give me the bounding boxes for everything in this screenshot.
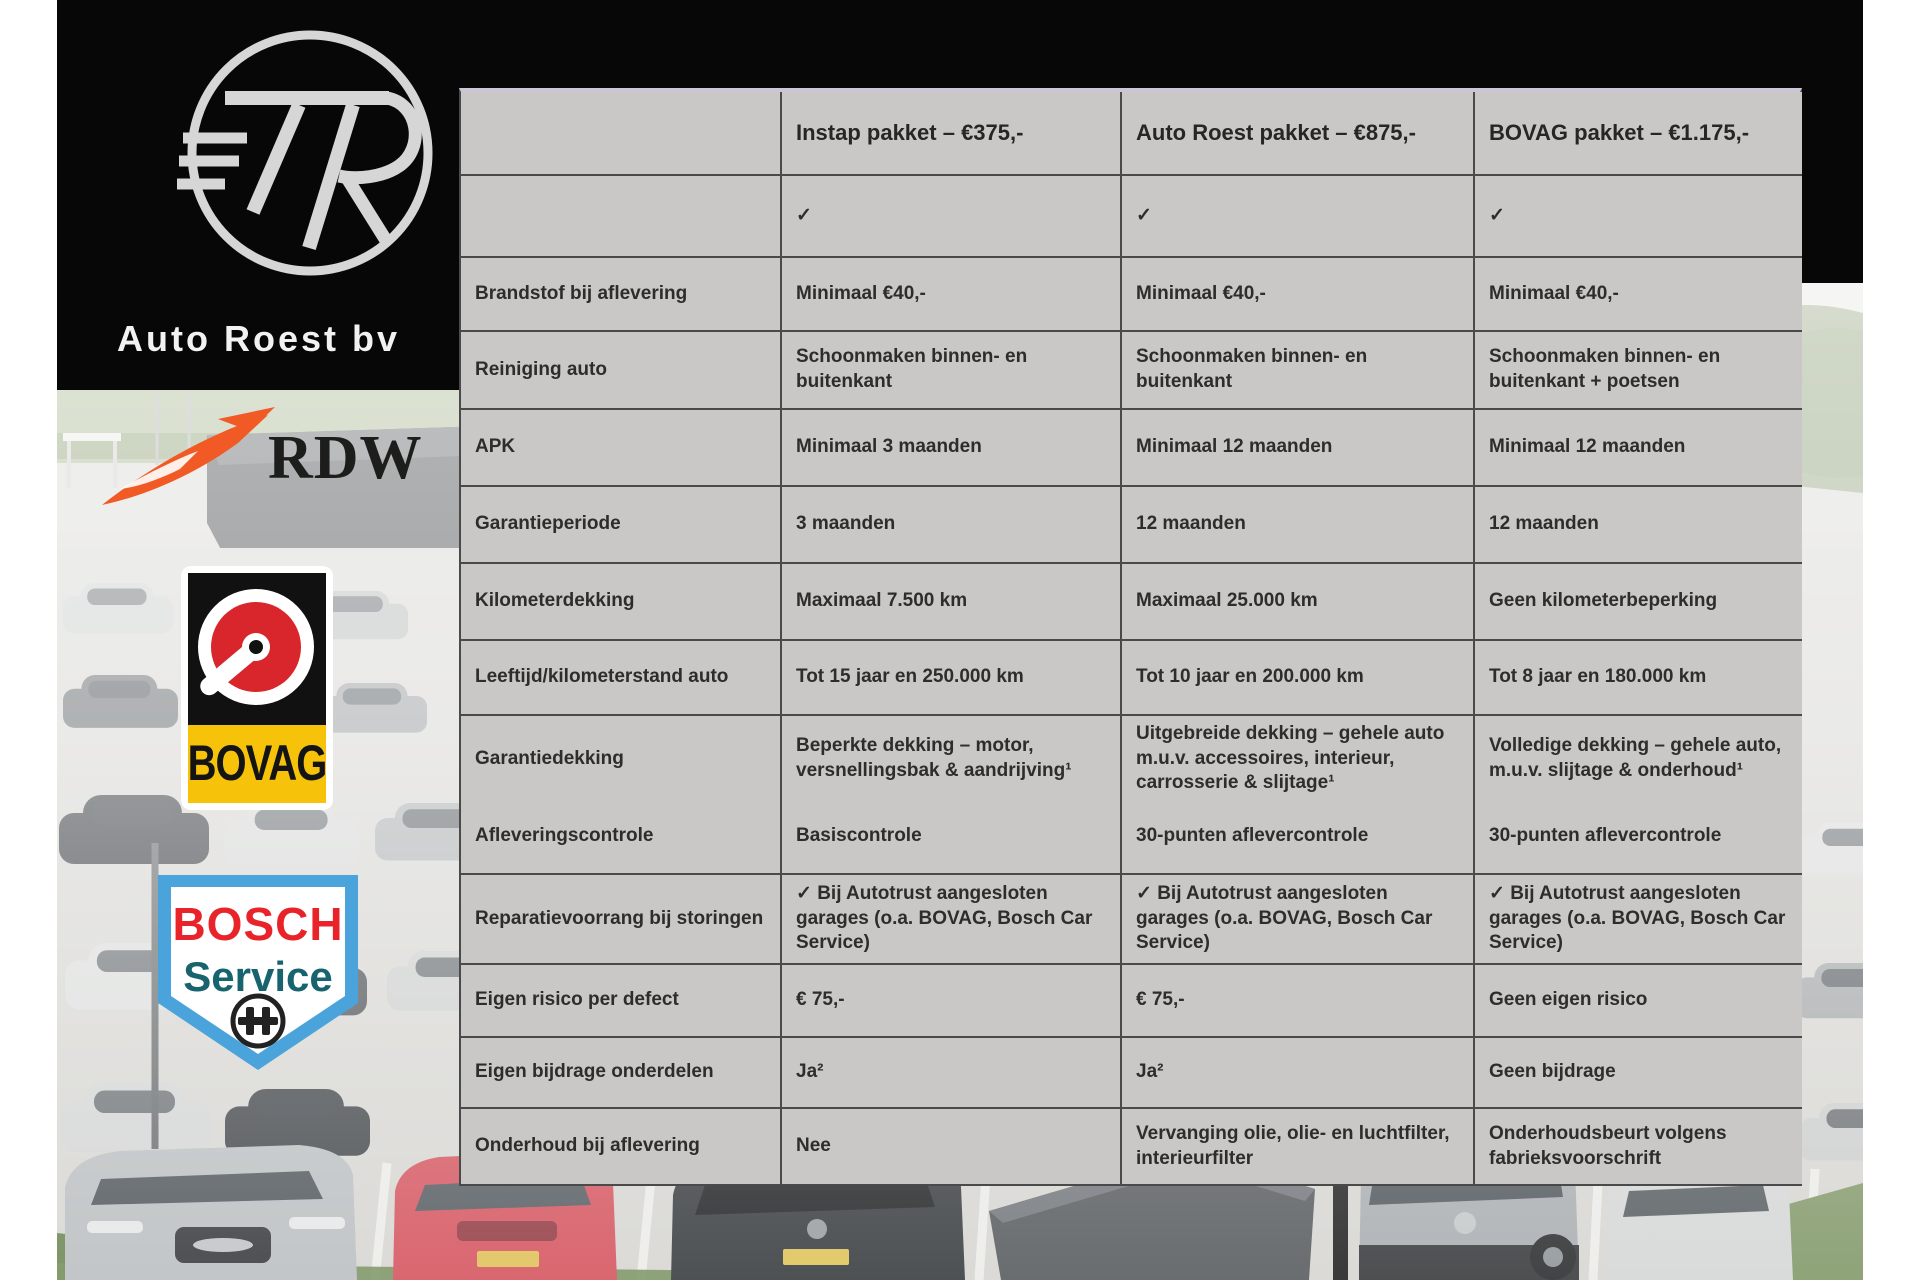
table-cell: 12 maanden [1122,487,1475,562]
bosch-service-wordmark: Service [183,953,333,1000]
rdw-wordmark: RDW [268,424,423,492]
table-cell: Volledige dekking – gehele auto, m.u.v. slijtage & onderhoud¹ [1475,716,1802,802]
table-cell: Minimaal €40,- [1122,258,1475,330]
table-row-eigen-bijdrage [461,1038,1800,1109]
table-cell: Uitgebreide dekking – gehele auto m.u.v. accessoires, interieur, carrosserie & slijtage¹ [1122,716,1475,802]
table-cell: 30-punten aflevercontrole [1122,800,1475,873]
header-bovag-pakket: BOVAG pakket – €1.175,- [1475,92,1802,174]
row-label: Afleveringscontrole [461,800,782,873]
row-label: Leeftijd/kilometerstand auto [461,641,782,714]
table-row-afleveringscontrole [461,800,1800,875]
table-cell: Minimaal €40,- [1475,258,1802,330]
table-cell: Maximaal 25.000 km [1122,564,1475,639]
table-cell: Basiscontrole [782,800,1122,873]
bovag-wordmark-band [188,725,326,803]
auto-roest-logo-block [57,0,460,390]
table-cell: Tot 8 jaar en 180.000 km [1475,641,1802,714]
table-cell: Onderhoudsbeurt volgens fabrieksvoorschrift [1475,1109,1802,1184]
row-label [461,176,782,256]
table-cell: Ja² [782,1038,1122,1107]
table-cell: Schoonmaken binnen- en buitenkant [782,332,1122,408]
table-row-eigen-risico [461,965,1800,1038]
table-cell: ✓ Bij Autotrust aangesloten garages (o.a. BOVAG, Bosch Car Service) [782,875,1122,963]
table-row-apk [461,410,1800,487]
table-row-included [461,176,1800,258]
table-cell: Minimaal 3 maanden [782,410,1122,485]
bovag-logo [181,566,333,810]
table-header-row [461,92,1800,176]
row-label: Onderhoud bij aflevering [461,1109,782,1184]
row-label: Garantiedekking [461,716,782,802]
table-cell: Nee [782,1109,1122,1184]
table-cell: Minimaal 12 maanden [1122,410,1475,485]
table-cell: € 75,- [1122,965,1475,1036]
table-cell: Schoonmaken binnen- en buitenkant [1122,332,1475,408]
table-cell: Vervanging olie, olie- en luchtfilter, interieurfilter [1122,1109,1475,1184]
table-cell: 12 maanden [1475,487,1802,562]
table-cell: 3 maanden [782,487,1122,562]
table-cell: Maximaal 7.500 km [782,564,1122,639]
table-cell: Tot 15 jaar en 250.000 km [782,641,1122,714]
row-label: APK [461,410,782,485]
row-label: Garantieperiode [461,487,782,562]
package-comparison-table [459,88,1802,1186]
checkmark-icon: ✓ [1122,176,1475,256]
rdw-swoosh-icon [100,405,275,515]
table-row-brandstof [461,258,1800,332]
row-label: Reiniging auto [461,332,782,408]
table-cell: ✓ Bij Autotrust aangesloten garages (o.a. BOVAG, Bosch Car Service) [1475,875,1802,963]
header-empty [461,92,782,174]
bovag-emblem [188,573,326,725]
table-cell: € 75,- [782,965,1122,1036]
table-cell: Ja² [1122,1038,1475,1107]
bovag-wordmark: BOVAG [187,735,327,791]
table-cell: Geen kilometerbeperking [1475,564,1802,639]
row-label: Brandstof bij aflevering [461,258,782,330]
bosch-service-logo [158,875,358,1070]
table-cell: Geen eigen risico [1475,965,1802,1036]
table-row-leeftijd [461,641,1800,716]
checkmark-icon: ✓ [782,176,1122,256]
table-row-garantieperiode [461,487,1800,564]
checkmark-icon: ✓ [1475,176,1802,256]
header-instap-pakket: Instap pakket – €375,- [782,92,1122,174]
table-row-reparatievoorrang [461,875,1800,965]
company-name: Auto Roest bv [116,318,400,359]
table-row-onderhoud [461,1109,1800,1184]
row-label: Eigen bijdrage onderdelen [461,1038,782,1107]
table-row-reiniging [461,332,1800,410]
bosch-wordmark: BOSCH [172,898,344,950]
table-cell: ✓ Bij Autotrust aangesloten garages (o.a. BOVAG, Bosch Car Service) [1122,875,1475,963]
table-cell: Tot 10 jaar en 200.000 km [1122,641,1475,714]
table-cell: Beperkte dekking – motor, versnellingsbak & aandrijving¹ [782,716,1122,802]
table-cell: Minimaal 12 maanden [1475,410,1802,485]
rdw-logo [100,405,423,515]
table-cell: Minimaal €40,- [782,258,1122,330]
row-label: Reparatievoorrang bij storingen [461,875,782,963]
row-label: Kilometerdekking [461,564,782,639]
table-cell: Geen bijdrage [1475,1038,1802,1107]
header-auto-roest-pakket: Auto Roest pakket – €875,- [1122,92,1475,174]
table-cell: Schoonmaken binnen- en buitenkant + poetsen [1475,332,1802,408]
row-label: Eigen risico per defect [461,965,782,1036]
table-cell: 30-punten aflevercontrole [1475,800,1802,873]
table-row-kilometerdekking [461,564,1800,641]
table-row-garantiedekking [461,716,1800,800]
